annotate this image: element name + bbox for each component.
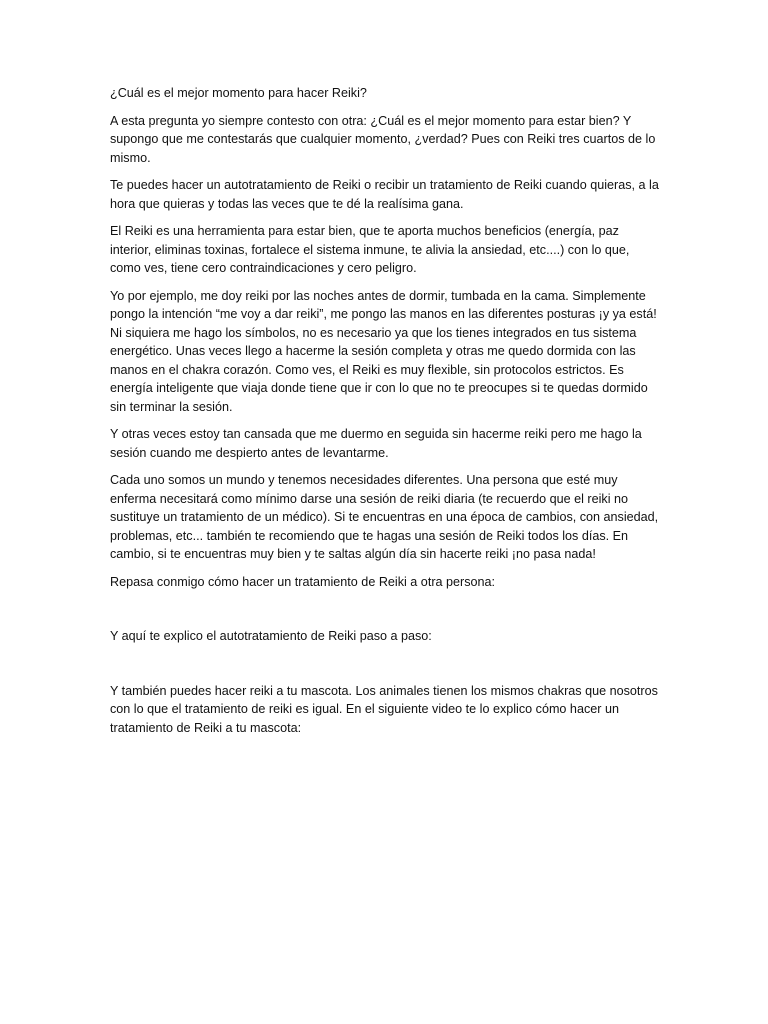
paragraph-7: Repasa conmigo cómo hacer un tratamiento de Reiki a otra persona: xyxy=(110,574,496,589)
paragraph-2: Te puedes hacer un autotratamiento de Reiki o recibir un tratamiento de Reiki cuando quieras, a la hora que quieras y todas las veces que te dé la realísima gana. xyxy=(110,178,659,211)
paragraph-9: Y también puedes hacer reiki a tu mascota. Los animales tienen los mismos chakras que nosotros con lo que el tratamiento de reiki es igual. En el siguiente video te lo explico cómo hacer un tratamiento de Reiki a tu mascota: xyxy=(110,683,658,735)
document-body xyxy=(110,84,662,746)
paragraph-5: Y otras veces estoy tan cansada que me duermo en seguida sin hacerme reiki pero me hago la sesión cuando me despierto antes de levantarme. xyxy=(110,427,642,460)
paragraph-4: Yo por ejemplo, me doy reiki por las noches antes de dormir, tumbada en la cama. Simplemente pongo la intención “me voy a dar reiki”, me pongo las manos en las diferentes posturas ¡y ya está! Ni siquiera me hago los símbolos, no es necesario ya que los tienes integrados en tus sistema energético. Unas veces llego a hacerme la sesión completa y otras me quedo dormida con las manos en el chakra corazón. Como ves, el Reiki es muy flexible, sin protocolos estrictos. Es energía inteligente que viaja donde tiene que ir con lo que no te preocupes si te quedas dormido sin terminar la sesión. xyxy=(110,288,657,414)
paragraph-6: Cada uno somos un mundo y tenemos necesidades diferentes. Una persona que esté muy enferma necesitará como mínimo darse una sesión de reiki diaria (te recuerdo que el reiki no sustituye un tratamiento de un médico). Si te encuentras en una época de cambios, con ansiedad, problemas, etc... también te recomiendo que te hagas una sesión de Reiki todos los días. En cambio, si te encuentras muy bien y te saltas algún día sin hacerte reiki ¡no pasa nada! xyxy=(110,473,659,561)
paragraph-8: Y aquí te explico el autotratamiento de Reiki paso a paso: xyxy=(110,629,432,643)
document-heading: ¿Cuál es el mejor momento para hacer Reiki? xyxy=(110,86,367,100)
paragraph-1: A esta pregunta yo siempre contesto con otra: ¿Cuál es el mejor momento para estar bien? Y supongo que me contestarás que cualquier momento, ¿verdad? Pues con Reiki tres cuartos de lo mismo. xyxy=(110,113,656,165)
paragraph-3: El Reiki es una herramienta para estar bien, que te aporta muchos beneficios (energía, paz interior, eliminas toxinas, fortalece el sistema inmune, te alivia la ansiedad, etc....) con lo que, como ves, tiene cero contraindicaciones y cero peligro. xyxy=(110,224,630,275)
